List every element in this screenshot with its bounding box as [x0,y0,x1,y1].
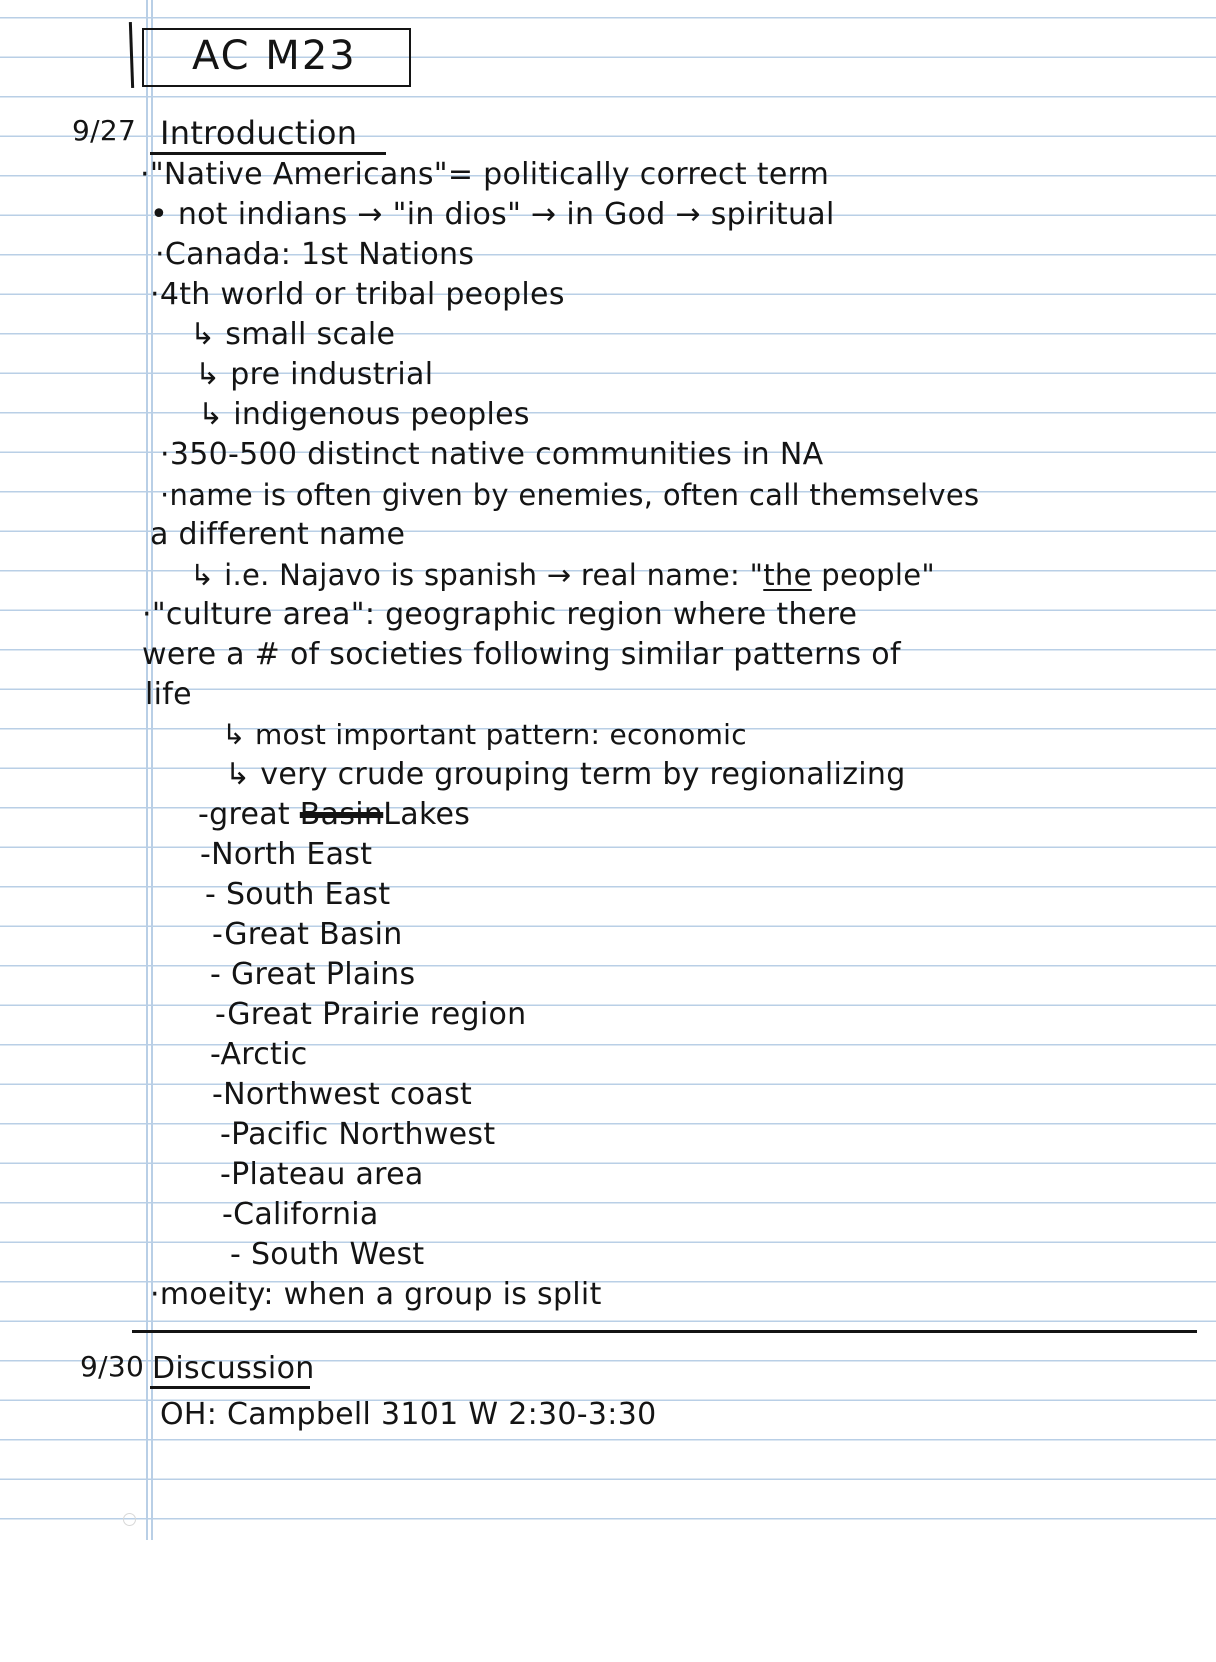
region-item: -Northwest coast [212,1077,473,1112]
note-line: OH: Campbell 3101 W 2:30-3:30 [160,1397,657,1432]
region-item: - Great Plains [210,957,416,992]
underlined-word: the [763,558,812,592]
binder-hole [123,1513,136,1526]
margin-line [146,0,148,1540]
note-line: ↳ pre industrial [195,357,434,392]
note-line [198,796,470,834]
note-line: life [145,677,192,712]
region-suffix: Lakes [383,797,471,832]
region-item: -Plateau area [220,1157,424,1192]
note-line: ·Canada: 1st Nations [155,237,475,272]
navajo-text: ↳ i.e. Najavo is spanish → real name: " [190,558,764,592]
region-item: -Pacific Northwest [220,1117,496,1152]
region-prefix: -great [198,797,300,832]
section-divider [132,1330,1197,1333]
note-line: ↳ small scale [190,317,396,352]
struck-word: Basin [299,797,384,832]
date-label: 9/27 [72,114,137,147]
note-line: a different name [150,517,406,552]
region-item: -Great Basin [212,917,403,952]
section-heading: Introduction [160,114,358,152]
note-line: ·4th world or tribal peoples [150,277,565,312]
note-line: ·name is often given by enemies, often call themselves [160,478,980,512]
region-item: -California [222,1197,379,1232]
note-line: ·"Native Americans"= politically correct term [140,157,830,192]
section-heading: Discussion [152,1351,315,1386]
note-line: ↳ most important pattern: economic [222,718,747,751]
region-item: -North East [200,837,373,872]
note-line: ·moeity: when a group is split [150,1277,602,1312]
note-line: • not indians → "in dios" → in God → spiritual [150,197,835,232]
note-line: ↳ very crude grouping term by regionalizing [225,757,906,792]
region-item: - South West [230,1237,425,1272]
date-label: 9/30 [80,1350,145,1383]
note-line: ↳ indigenous peoples [198,397,530,432]
note-line: ·350-500 distinct native communities in NA [160,437,824,472]
note-line [190,556,935,594]
region-item: - South East [205,877,391,912]
note-line: were a # of societies following similar patterns of [142,637,901,672]
region-item: -Great Prairie region [215,997,527,1032]
heading-underline [150,1386,310,1389]
heading-underline [150,152,386,155]
note-line: ·"culture area": geographic region where there [142,597,858,632]
title-box-tick [129,22,134,88]
page-title: AC M23 [192,33,357,79]
region-item: -Arctic [210,1037,308,1072]
navajo-text-end: people" [811,558,936,592]
